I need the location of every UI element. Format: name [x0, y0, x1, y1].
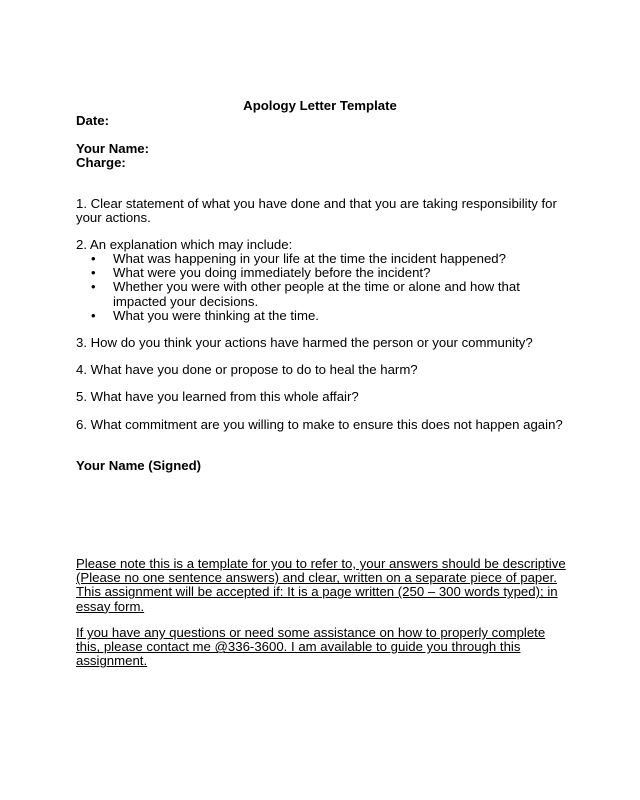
bullet-text: Whether you were with other people at the time or alone and how that impacted your decisions. [113, 279, 520, 309]
your-name-label: Your Name: [76, 141, 150, 156]
bullet-text: What were you doing immediately before the incident? [113, 265, 431, 281]
question-4: 4. What have you done or propose to do to heal the harm? [76, 362, 418, 377]
bullet-icon: • [91, 307, 96, 323]
page-title: Apology Letter Template [243, 98, 397, 113]
charge-label: Charge: [76, 155, 126, 170]
bullet-item [91, 280, 561, 308]
bullet-icon: • [91, 251, 96, 266]
question-5: 5. What have you learned from this whole affair? [76, 389, 359, 404]
bullet-icon: • [91, 279, 96, 295]
question-1: 1. Clear statement of what you have done and that you are taking responsibility for your actions. [76, 196, 557, 226]
question-2: 2. An explanation which may include: [76, 237, 293, 252]
contact-note: If you have any questions or need some assistance on how to properly complete this, please contact me @336-3600. I am available to guide you through this assignment. [76, 625, 546, 669]
template-note: Please note this is a template for you to refer to, your answers should be descriptive (Please no one sentence answers) and clear, written on a separate piece of paper. This assignment will be accepted if: It is a page written (250 – 300 words typed); in essay form. [76, 556, 566, 614]
signature-label: Your Name (Signed) [76, 458, 202, 473]
bullet-item [91, 252, 561, 266]
bullet-item [91, 266, 561, 280]
question-2-bullet-list [91, 252, 561, 323]
question-3: 3. How do you think your actions have harmed the person or your community? [76, 335, 533, 350]
bullet-item [91, 309, 561, 323]
bullet-text: What was happening in your life at the time the incident happened? [113, 251, 506, 266]
bullet-icon: • [91, 265, 96, 281]
date-label: Date: [76, 113, 109, 128]
bullet-text: What you were thinking at the time. [113, 307, 319, 323]
question-6: 6. What commitment are you willing to make to ensure this does not happen again? [76, 417, 563, 432]
